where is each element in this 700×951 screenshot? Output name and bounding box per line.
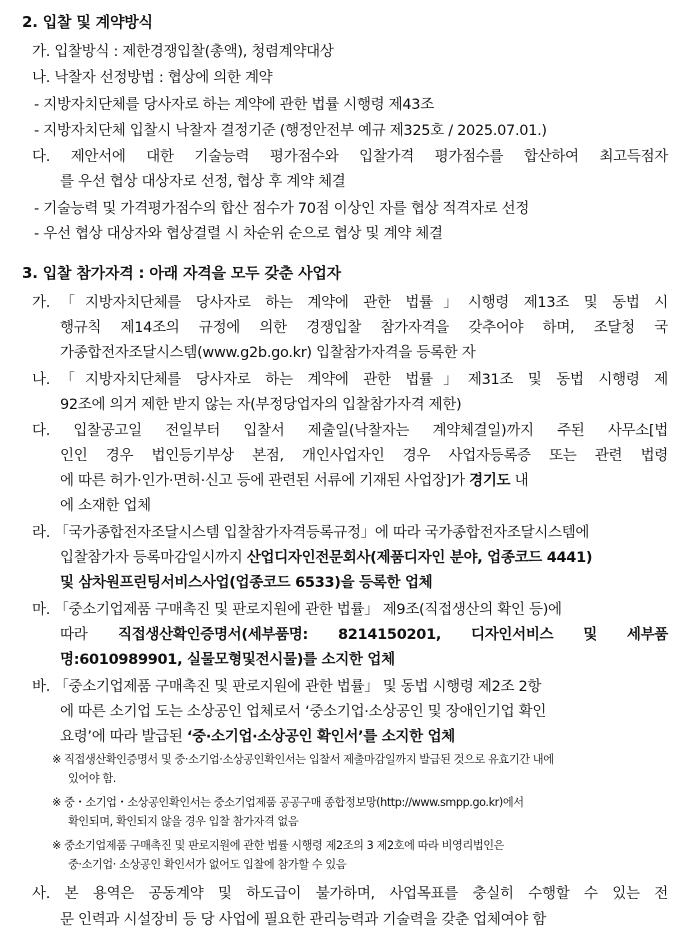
section-3-heading: 3. 입찰 참가자격 : 아래 자격을 모두 갖춘 사업자 [22, 264, 341, 282]
section-2-item-da-sub1: - 기술능력 및 가격평가점수의 합산 점수가 70점 이상인 자를 협상 적격자로 선정 [34, 201, 530, 217]
section-3-item-ma-line2-prefix: 따라 [60, 627, 88, 643]
ma-line3-bold: 명:6010989901, 실물모형및전시물)를 소지한 업체 [60, 652, 395, 668]
ma-line2-bold: 직접생산확인증명서(세부품명: 8214150201, 디자인서비스 및 세부품 [118, 627, 668, 643]
section-2-item-na-sub2: - 지방자치단체 입찰시 낙찰자 결정기준 (행정안전부 예규 제325호 / 2025.07.01.) [34, 123, 547, 139]
section-3-item-na-line1: 나.「지방자치단체를 당사자로 하는 계약에 관한 법률」제31조 및 동법 시행령 제 [32, 372, 668, 388]
section-3-item-ma-line1: 마. 「중소기업제품 구매촉진 및 판로지원에 관한 법률」 제9조(직접생산의 확인 등)에 [32, 602, 562, 618]
region-gyeonggi: 경기도 [469, 473, 511, 489]
section-3-item-sa-line1: 사. 본 용역은 공동계약 및 하도급이 불가하며, 사업목표를 충실히 수행할 수 있는 전 [32, 886, 668, 902]
section-2-item-da-sub2: - 우선 협상 대상자와 협상결렬 시 차순위 순으로 협상 및 계약 체결 [34, 226, 443, 242]
section-3-item-da-line3 [60, 469, 528, 490]
section-3-item-ga-line1: 가.「지방자치단체를 당사자로 하는 계약에 관한 법률」시행령 제13조 및 동법 시 [32, 295, 668, 311]
section-3-item-ma-line2 [118, 623, 668, 644]
section-3-item-ra-line3 [60, 571, 432, 592]
note-3-line1: ※ 중소기업제품 구매촉진 및 판로지원에 관한 법률 시행령 제2조의 3 제2호에 따라 비영리법인은 [52, 839, 505, 852]
section-2-item-ga: 가. 입찰방식 : 제한경쟁입찰(총액), 청렴계약대상 [32, 44, 334, 60]
section-3-item-ba-line1: 바. 「중소기업제품 구매촉진 및 판로지원에 관한 법률」 및 동법 시행령 제2조 2항 [32, 679, 542, 695]
ra-line2-bold: 산업디자인전문회사(제품디자인 분야, 업종코드 4441) [246, 550, 593, 566]
note-1-line2: 있어야 함. [68, 772, 116, 785]
section-3-item-na-line2: 92조에 의거 제한 받지 않는 자(부정당업자의 입찰참가자격 제한) [60, 397, 462, 413]
section-3-item-ma-line3 [60, 648, 395, 669]
section-2-heading: 2. 입찰 및 계약방식 [22, 13, 153, 31]
section-2-item-na: 나. 낙찰자 선정방법 : 협상에 의한 계약 [32, 70, 273, 86]
section-3-item-da-line2: 인인 경우 법인등기부상 본점, 개인사업자인 경우 사업자등록증 또는 관련 법령 [60, 448, 668, 464]
ra-line2-text: 입찰참가자 등록마감일시까지 [60, 550, 247, 566]
section-3-item-ga-line2: 행규칙 제14조의 규정에 의한 경쟁입찰 참가자격을 갖추어야 하며, 조달청 국 [60, 320, 668, 336]
section-2-item-da-line2: 를 우선 협상 대상자로 선정, 협상 후 계약 체결 [60, 174, 346, 190]
da-line3-text: 에 따른 허가·인가·면허·신고 등에 관련된 서류에 기재된 사업장]가 [60, 473, 470, 489]
section-3-item-ra-line1: 라. 「국가종합전자조달시스템 입찰참가자격등록규정」에 따라 국가종합전자조달시스템에 [32, 525, 590, 541]
section-3-item-ba-line3 [60, 725, 455, 746]
section-3-item-sa-line2: 문 인력과 시설장비 등 당 사업에 필요한 관리능력과 기술력을 갖춘 업체여야 함 [60, 912, 547, 928]
section-2-item-da-line1: 다. 제안서에 대한 기술능력 평가점수와 입찰가격 평가점수를 합산하여 최고득점자 [32, 149, 668, 165]
section-3-item-da-line1: 다. 입찰공고일 전일부터 입찰서 제출일(낙찰자는 계약체결일)까지 주된 사무소[법 [32, 423, 668, 439]
ra-line3-bold: 및 삼차원프린팅서비스사업(업종코드 6533)을 등록한 업체 [60, 575, 433, 591]
section-3-item-ga-line3: 가종합전자조달시스템(www.g2b.go.kr) 입찰참가자격을 등록한 자 [60, 345, 476, 361]
section-3-item-da-line4: 에 소재한 업체 [60, 498, 151, 514]
note-3-line2: 중·소기업· 소상공인 확인서가 없어도 입찰에 참가할 수 있음 [68, 858, 347, 871]
note-2-line2: 확인되며, 확인되지 않을 경우 입찰 참가자격 없음 [68, 815, 299, 828]
ba-line3-bold: ‘중·소기업·소상공인 확인서’를 소지한 업체 [186, 729, 456, 745]
section-3-item-ra-line2 [60, 546, 592, 567]
da-line3-suffix: 내 [510, 473, 529, 489]
note-2-line1: ※ 중・소기업・소상공인확인서는 중소기업제품 공공구매 종합정보망(http://www.smpp.go.kr)에서 [52, 796, 524, 809]
ba-line3-text: 요령’에 따라 발급된 [60, 729, 187, 745]
section-3-item-ba-line2: 에 따른 소기업 도는 소상공인 업체로서 ‘중소기업·소상공인 및 장애인기업 확인 [60, 704, 547, 720]
section-2-item-na-sub1: - 지방자치단체를 당사자로 하는 계약에 관한 법률 시행령 제43조 [34, 97, 434, 113]
note-1-line1: ※ 직접생산확인증명서 및 중·소기업·소상공인확인서는 입찰서 제출마감일까지 발급된 것으로 유효기간 내에 [52, 753, 554, 766]
